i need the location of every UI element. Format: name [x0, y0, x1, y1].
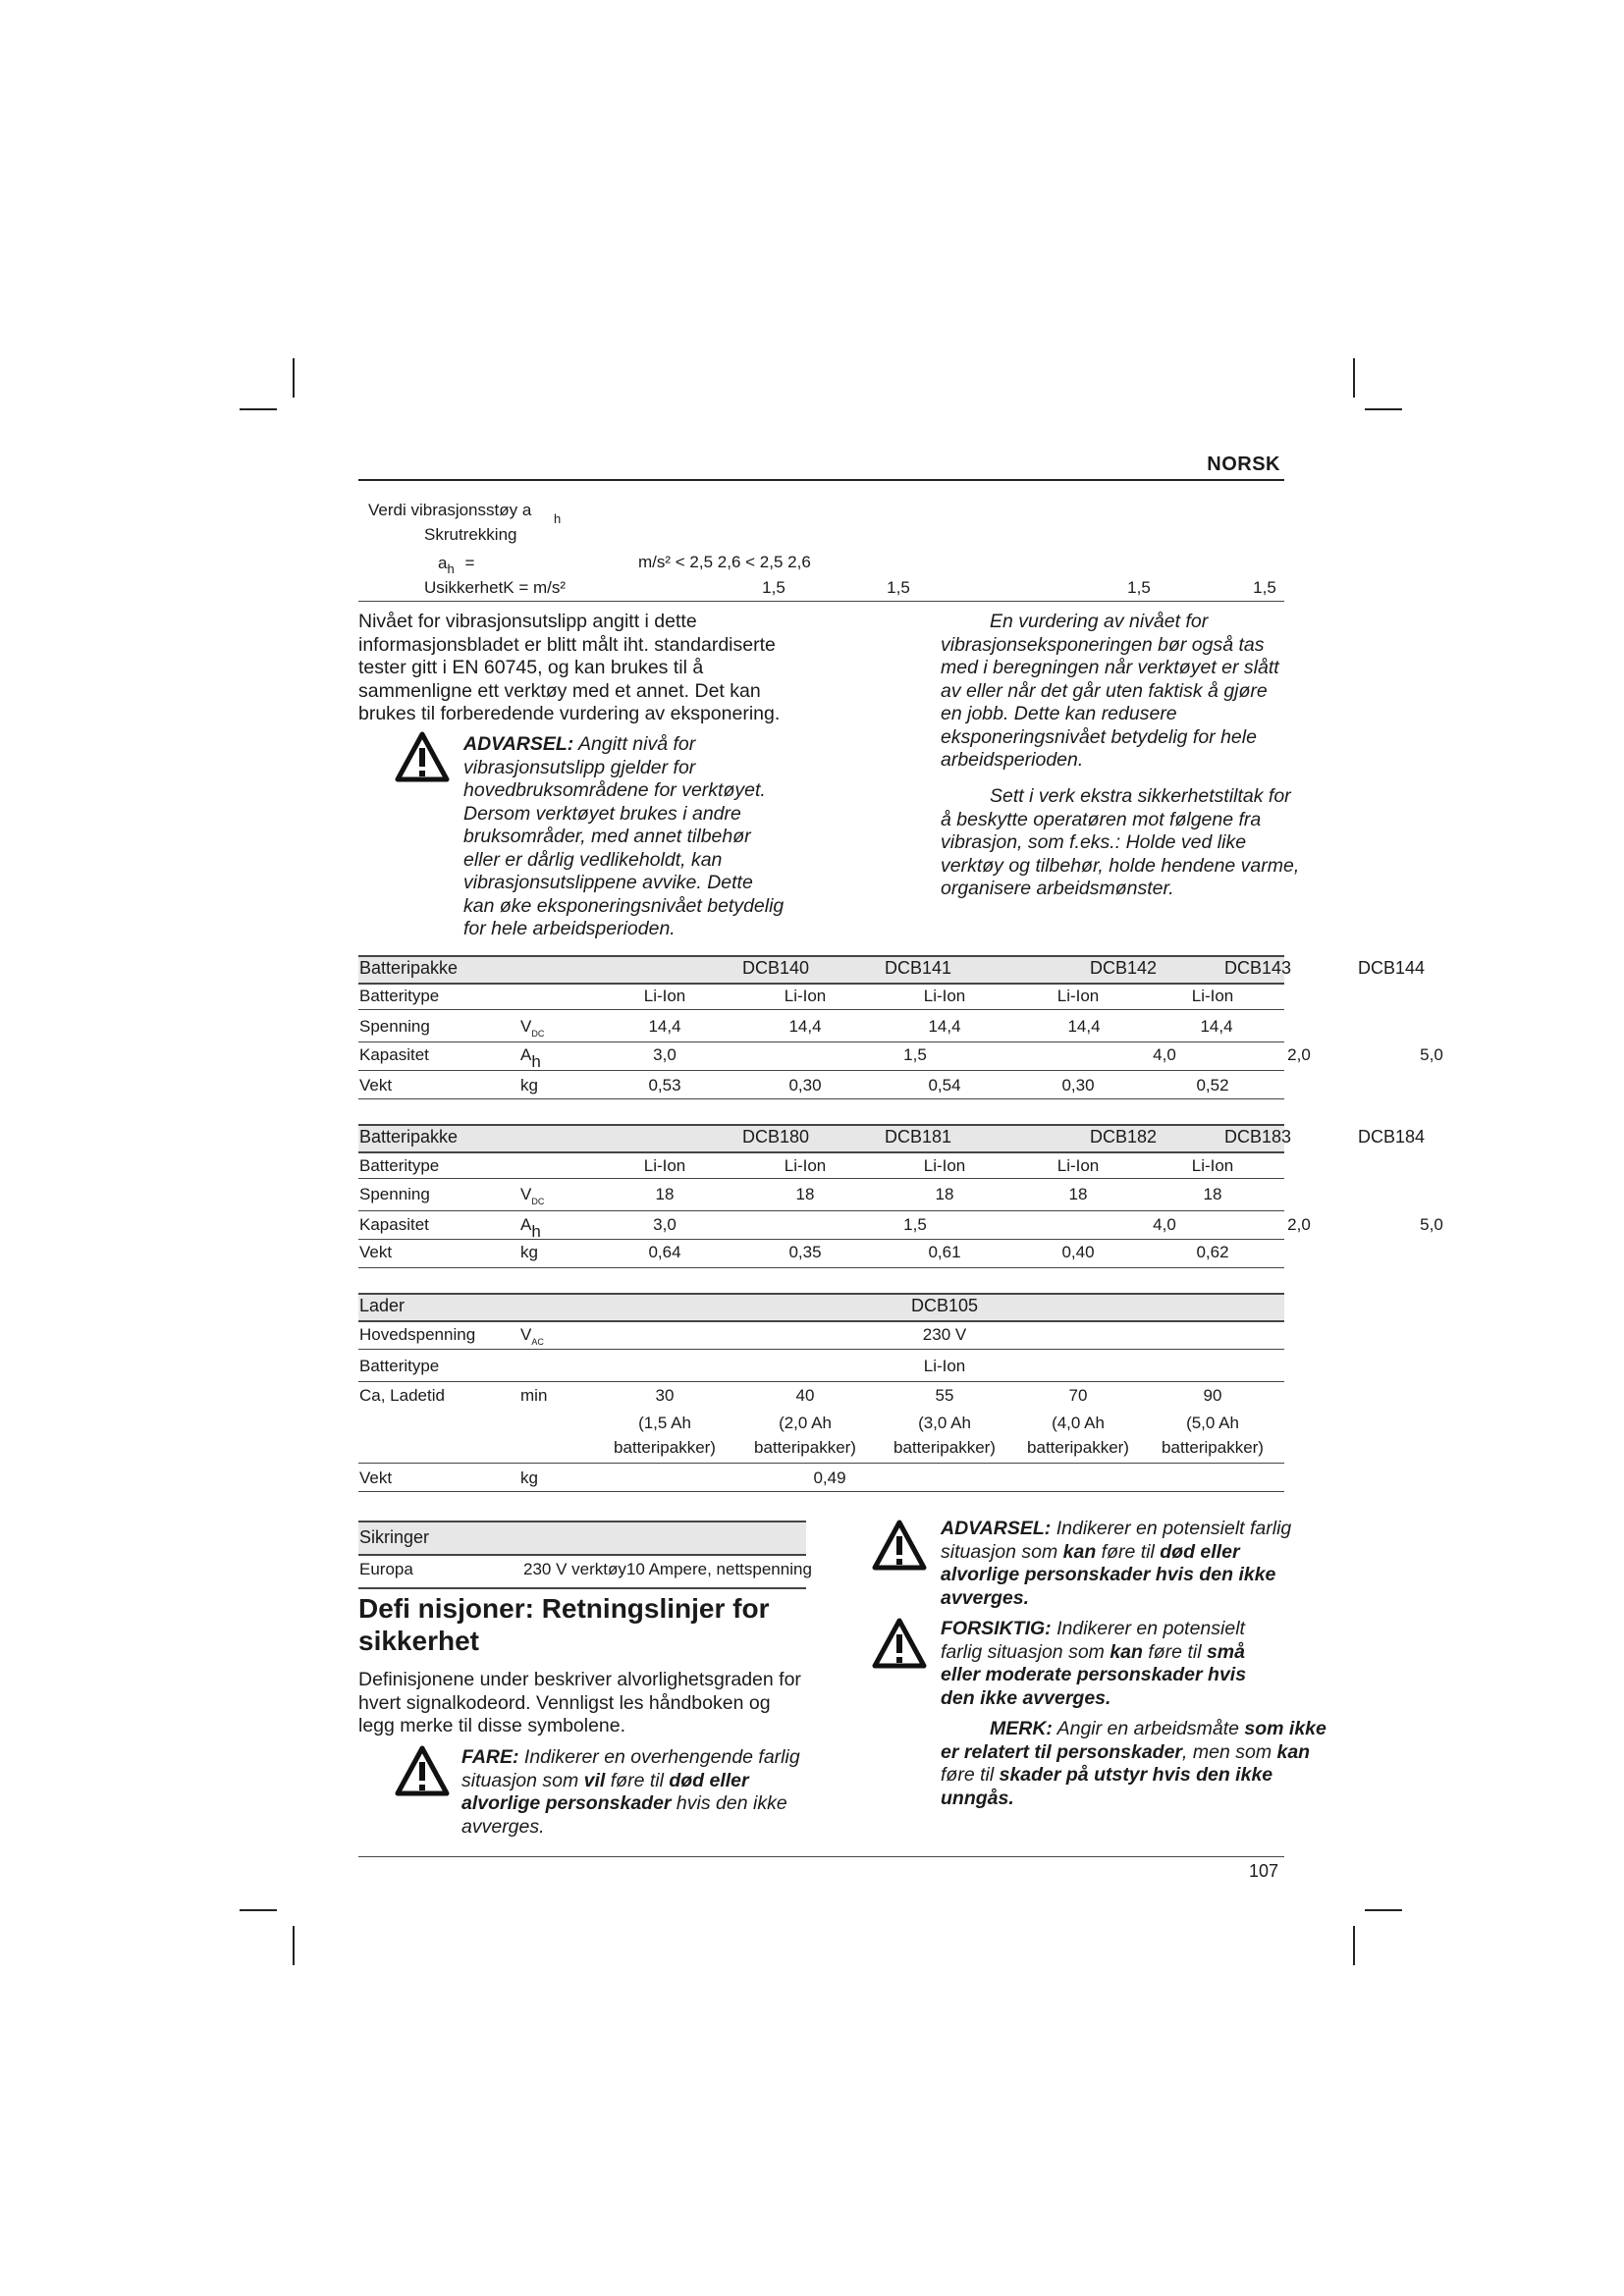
cell-value: batteripakker): [614, 1438, 716, 1457]
cell-value: Li-Ion: [784, 987, 827, 1005]
fuses-value: 230 V verktøy10 Ampere, nettspenning: [523, 1560, 812, 1578]
merk-text: føre til: [941, 1764, 1000, 1786]
warning-triangle-icon: [872, 1618, 927, 1669]
merk-text: Angir en arbeidsmåte: [1052, 1718, 1245, 1739]
ah-label: [438, 554, 475, 576]
forsiktig-definition: [941, 1618, 1274, 1710]
cell-value: (4,0 Ah: [1052, 1414, 1105, 1432]
cell-value: 3,0: [653, 1215, 677, 1234]
footer-rule: [358, 1856, 1284, 1857]
row-label: Vekt: [359, 1076, 393, 1095]
crop-mark: [240, 1909, 277, 1911]
cell-value: 0,62: [1196, 1243, 1229, 1261]
cell-value: 4,0: [1153, 1045, 1176, 1064]
crop-mark: [1365, 1909, 1402, 1911]
forsiktig-bold: små eller moderate personskader hvis den ikke avverges.: [941, 1640, 1247, 1709]
fuses-header: Sikringer: [359, 1527, 430, 1547]
forsiktig-label: FORSIKTIG:: [941, 1618, 1052, 1639]
merk-bold: skader på utstyr hvis den ikke unngås.: [941, 1764, 1273, 1809]
unit-sub: h: [531, 1052, 541, 1071]
model-label: DCB182: [1090, 1127, 1158, 1147]
cell-value: 0,35: [788, 1243, 822, 1261]
table-row: [358, 1179, 1284, 1211]
cell-value: batteripakker): [893, 1438, 996, 1457]
fare-label: FARE:: [461, 1746, 519, 1768]
cell-value: 14,4: [648, 1017, 681, 1036]
k-value: 1,5: [887, 578, 910, 597]
table-header-label: Batteripakke: [359, 1127, 459, 1147]
forsiktig-text: Indikerer en potensielt farlig situasjon som: [941, 1618, 1245, 1663]
cell-value: batteripakker): [1162, 1438, 1264, 1457]
cell-value: 14,4: [1200, 1017, 1233, 1036]
advarsel-label: ADVARSEL:: [941, 1518, 1052, 1539]
row-unit: kg: [520, 1243, 538, 1261]
model-label: DCB181: [885, 1127, 952, 1147]
cell-value: (3,0 Ah: [918, 1414, 971, 1432]
advarsel-bold: død eller alvorlige personskader hvis den ikke avverges.: [941, 1540, 1276, 1609]
unit-main: V: [520, 1017, 532, 1036]
cell-value: (5,0 Ah: [1186, 1414, 1239, 1432]
unit-main: A: [520, 1215, 532, 1234]
intro-right-p2: Sett i verk ekstra sikkerhetstiltak for å beskytte operatøren mot følgene fra vibrasjon, som f.eks.: Holde ved like verktøy og tilbehør, holde hendene varme, organisere arbeidsmønster.: [941, 785, 1300, 899]
warning-text: Angitt nivå for vibrasjonsutslipp gjelder for hovedbruksområdene for verktøyet. Dersom verktøyet brukes i andre bruksområder, med annet tilbehør eller er dårlig vedlikeholdt, kan vibrasjonsutslippene avvike. Dette kan øke eksponeringsnivået betydelig for hele arbeidsperioden.: [463, 733, 785, 939]
row-unit: [520, 1045, 541, 1071]
row-label: Batteritype: [359, 987, 440, 1005]
row-unit: kg: [520, 1076, 538, 1095]
cell-value: 2,0: [1287, 1045, 1311, 1064]
k-value: 1,5: [762, 578, 785, 597]
fare-text: hvis den ikke avverges.: [461, 1792, 787, 1838]
cell-value: Li-Ion: [923, 1156, 966, 1175]
fuses-region: Europa: [359, 1560, 413, 1578]
model-label: DCB143: [1224, 958, 1292, 978]
advarsel-text: føre til: [1096, 1540, 1161, 1563]
cell-value: 40: [795, 1386, 815, 1405]
table-row: [358, 1042, 1284, 1071]
cell-value: 14,4: [1067, 1017, 1101, 1036]
page-number: 107: [1249, 1861, 1279, 1881]
crop-mark: [293, 1926, 295, 1965]
ah-eq: =: [464, 554, 475, 572]
language-label: NORSK: [1207, 454, 1280, 475]
definitions-text: Definisjonene under beskriver alvorlighetsgraden for hvert signalkodeord. Vennligst les håndboken og legg merke til disse symbolene.: [358, 1669, 801, 1736]
fuses-table: [358, 1521, 812, 1589]
intro-left-text: Nivået for vibrasjonsutslipp angitt i dette informasjonsbladet er blitt målt iht. standardiserte tester gitt i EN 60745, og kan brukes til å sammenligne ett verktøy med et annet. Det kan brukes til forberedende vurdering av eksponering.: [358, 611, 781, 724]
model-label: DCB180: [742, 1127, 810, 1147]
cell-value: 18: [795, 1185, 815, 1203]
rule: [358, 601, 1284, 602]
fare-definition: [461, 1746, 800, 1839]
cell-value: Li-Ion: [643, 987, 686, 1005]
cell-value: Li-Ion: [643, 1156, 686, 1175]
warning-triangle-icon: [395, 1745, 450, 1796]
row-label: Hovedspenning: [359, 1325, 476, 1344]
crop-mark: [1353, 1926, 1355, 1965]
cell-value: 5,0: [1420, 1045, 1443, 1064]
ah-letter: a: [438, 554, 448, 572]
cell-value: batteripakker): [754, 1438, 856, 1457]
cell-value: Li-Ion: [1191, 1156, 1234, 1175]
cell-value: Li-Ion: [923, 987, 966, 1005]
cell-value: (1,5 Ah: [638, 1414, 691, 1432]
crop-mark: [1365, 408, 1402, 410]
cell-value: 18: [935, 1185, 954, 1203]
model-label: DCB105: [910, 1296, 979, 1315]
table-header-label: Batteripakke: [359, 958, 459, 978]
row-unit: [520, 1185, 544, 1204]
unit-sub: DC: [531, 1197, 545, 1206]
merk-definition: [941, 1718, 1333, 1810]
cell-value: 0,40: [1061, 1243, 1095, 1261]
cell-value: 4,0: [1153, 1215, 1176, 1234]
row-label: Ca, Ladetid: [359, 1386, 445, 1405]
row-unit: [520, 1017, 544, 1037]
fare-text: Indikerer en overhengende farlig situasjon som: [461, 1746, 800, 1791]
model-label: DCB183: [1224, 1127, 1292, 1147]
row-label: Batteritype: [359, 1156, 440, 1175]
warning-label: ADVARSEL:: [463, 733, 574, 755]
merk-bold: kan: [1276, 1740, 1311, 1763]
unit-sub: DC: [531, 1029, 545, 1039]
cell-value: 2,0: [1287, 1215, 1311, 1234]
cell-value: 18: [1068, 1185, 1088, 1203]
advarsel-text: Indikerer en potensielt farlig situasjon som: [941, 1518, 1292, 1563]
cell-value: 90: [1203, 1386, 1222, 1405]
intro-right-p1: En vurdering av nivået for vibrasjonseksponeringen bør også tas med i beregningen når verktøyet er slått av eller når det går uten faktisk å gjøre en jobb. Dette kan redusere eksponeringsnivået betydelig for hele arbeidsperioden.: [941, 611, 1279, 771]
cell-value: 14,4: [788, 1017, 822, 1036]
cell-value: batteripakker): [1027, 1438, 1129, 1457]
cell-value: Li-Ion: [1056, 1156, 1100, 1175]
cell-value: 14,4: [928, 1017, 961, 1036]
cell-value: 55: [935, 1386, 954, 1405]
unit-sub: h: [531, 1222, 541, 1241]
charger-table-header: [358, 1293, 1284, 1322]
cell-value: 0,61: [928, 1243, 961, 1261]
cell-value: 1,5: [903, 1215, 927, 1234]
crop-mark: [293, 358, 295, 398]
crop-mark: [240, 408, 277, 410]
row-label: Spenning: [359, 1017, 430, 1036]
table-row: [358, 1350, 1284, 1382]
row-label: Spenning: [359, 1185, 430, 1203]
vibration-title-text: Verdi vibrasjonsstøy a: [368, 501, 532, 519]
fare-text: føre til: [605, 1769, 670, 1791]
warning-triangle-icon: [395, 731, 450, 782]
model-label: DCB140: [742, 958, 810, 978]
advarsel-definition: [941, 1518, 1294, 1610]
cell-value: 0,49: [813, 1468, 846, 1487]
cell-value: Li-Ion: [1191, 987, 1234, 1005]
cell-value: 18: [1203, 1185, 1222, 1203]
warning-triangle-icon: [872, 1520, 927, 1571]
cell-value: 230 V: [922, 1325, 967, 1344]
cell-value: 1,5: [903, 1045, 927, 1064]
fare-bold: vil: [583, 1769, 606, 1791]
merk-label: MERK:: [990, 1718, 1053, 1739]
intro-warning: [463, 733, 787, 941]
forsiktig-bold: kan: [1110, 1640, 1143, 1663]
definitions-title: Defi nisjoner: Retningslinjer for sikkerhet: [358, 1593, 770, 1656]
model-label: DCB184: [1358, 1127, 1426, 1147]
unit-main: V: [520, 1325, 532, 1344]
cell-value: Li-Ion: [784, 1156, 827, 1175]
vibration-title-sub: h: [554, 511, 562, 526]
cell-value: (2,0 Ah: [779, 1414, 832, 1432]
unit-sub: AC: [531, 1337, 544, 1347]
vibration-mode: Skrutrekking: [424, 525, 517, 544]
cell-value: 70: [1068, 1386, 1088, 1405]
unit-main: A: [520, 1045, 532, 1064]
merk-text: , men som: [1182, 1740, 1277, 1763]
row-unit: [520, 1215, 541, 1241]
cell-value: 0,54: [928, 1076, 961, 1095]
fare-bold: død eller alvorlige personskader: [461, 1769, 749, 1814]
page-header: [358, 452, 1284, 481]
advarsel-bold: kan: [1062, 1540, 1097, 1563]
cell-value: 0,30: [788, 1076, 822, 1095]
row-unit: min: [520, 1386, 548, 1405]
cell-value: 0,64: [648, 1243, 681, 1261]
cell-value: 5,0: [1420, 1215, 1443, 1234]
table-row: [358, 1211, 1284, 1240]
table-header-label: Lader: [359, 1296, 406, 1315]
cell-value: 0,53: [648, 1076, 681, 1095]
cell-value: 30: [655, 1386, 675, 1405]
k-value: 1,5: [1253, 578, 1276, 597]
row-label: Kapasitet: [359, 1045, 429, 1064]
k-value: 1,5: [1127, 578, 1151, 597]
vibration-title: [368, 501, 562, 526]
k-label: UsikkerhetK = m/s²: [424, 578, 567, 597]
row-label: Batteritype: [359, 1357, 440, 1375]
model-label: DCB141: [885, 958, 952, 978]
row-label: Kapasitet: [359, 1215, 429, 1234]
cell-value: Li-Ion: [1056, 987, 1100, 1005]
merk-bold: som ikke er relatert til personskader: [941, 1718, 1326, 1763]
unit-main: V: [520, 1185, 532, 1203]
row-unit: [520, 1325, 544, 1345]
ah-sub: h: [447, 561, 455, 576]
model-label: DCB142: [1090, 958, 1158, 978]
cell-value: 3,0: [653, 1045, 677, 1064]
cell-value: 0,30: [1061, 1076, 1095, 1095]
table-row: [358, 1319, 1284, 1350]
cell-value: 18: [655, 1185, 675, 1203]
model-label: DCB144: [1358, 958, 1426, 978]
ah-values: m/s² < 2,5 2,6 < 2,5 2,6: [638, 553, 811, 571]
cell-value: 0,52: [1196, 1076, 1229, 1095]
row-unit: kg: [520, 1468, 538, 1487]
cell-value: Li-Ion: [923, 1357, 966, 1375]
forsiktig-text: føre til: [1142, 1640, 1207, 1663]
row-label: Vekt: [359, 1243, 393, 1261]
row-label: Vekt: [359, 1468, 393, 1487]
crop-mark: [1353, 358, 1355, 398]
